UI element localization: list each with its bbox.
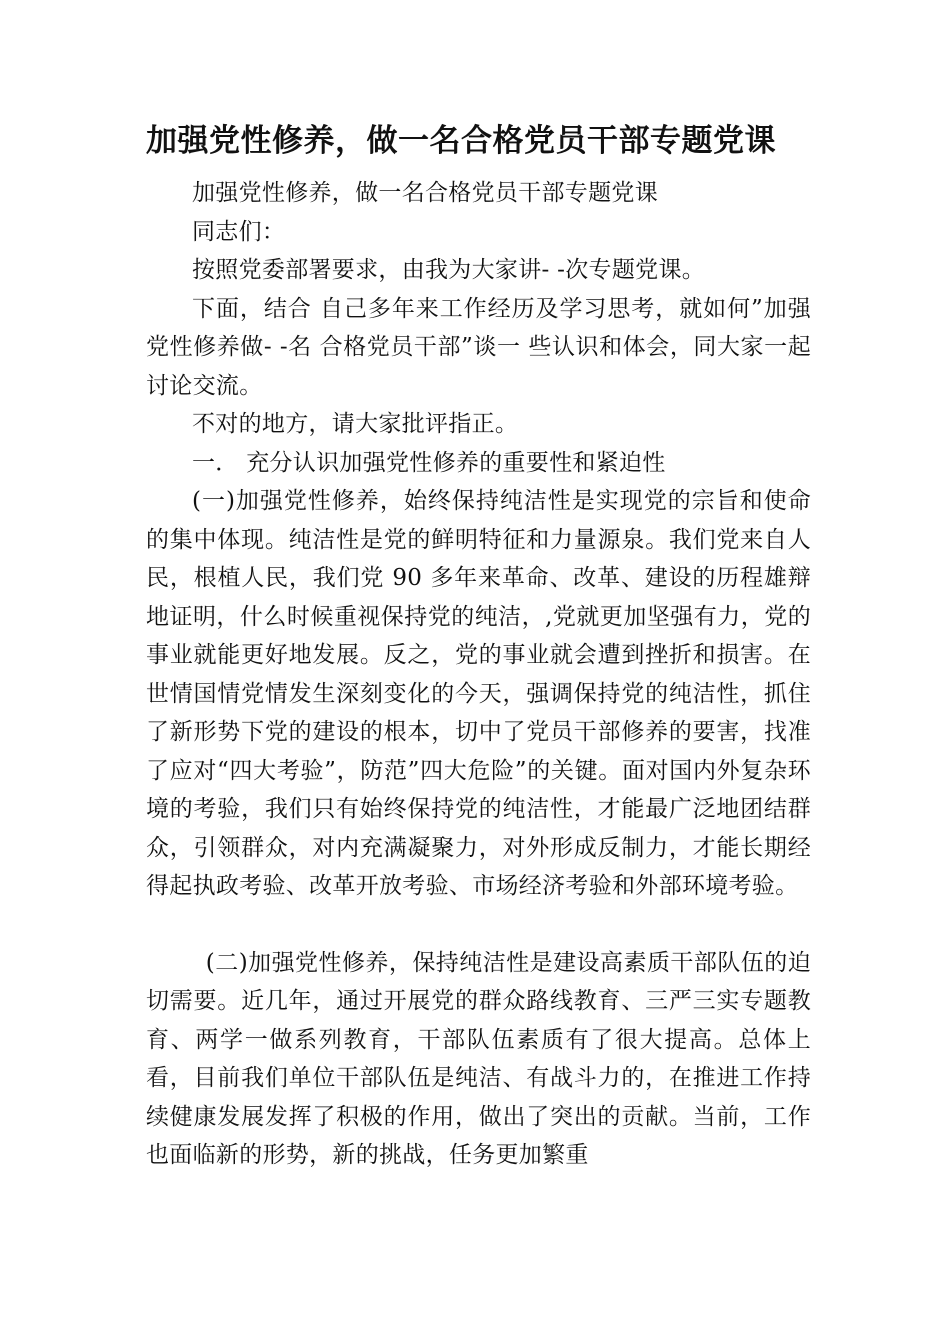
document-title: 加强党性修养，做一名合格党员干部专题党课 xyxy=(146,123,776,159)
paragraph-salutation: 同志们： xyxy=(192,218,286,245)
paragraph-subtitle: 加强党性修养，做一名合格党员干部专题党课 xyxy=(192,180,658,206)
paragraph-topic: 下面，结合 自己多年来工作经历及学习思考，就如何”加强党性修养做- -名 合格党员干部”谈一 些认识和体会，同大家一起讨论交流。 xyxy=(146,295,811,399)
paragraph-intro: 按照党委部署要求，由我为大家讲- -次专题党课。 xyxy=(192,257,706,283)
paragraph-request: 不对的地方，请大家批评指正。 xyxy=(192,411,519,437)
section-heading-1: 一． 充分认识加强党性修养的重要性和紧迫性 xyxy=(192,449,666,476)
document-body xyxy=(146,174,811,1175)
paragraph-section-1-2: (二)加强党性修养，保持纯洁性是建设高素质干部队伍的迫切需要。近几年，通过开展党的群众路线教育、三严三实专题教育、两学一做系列教育，干部队伍素质有了很大提高。总体上看，目前我们单位干部队伍是纯洁、有战斗力的，在推进工作持续健康发展发挥了积极的作用，做出了突出的贡献。当前，工作也面临新的形势，新的挑战，任务更加繁重 xyxy=(146,949,811,1168)
paragraph-spacer xyxy=(146,906,811,944)
paragraph-section-1-1: (一)加强党性修养，始终保持纯洁性是实现党的宗旨和使命的集中体现。纯洁性是党的鲜明特征和力量源泉。我们党来自人民，根植人民，我们党 90 多年来革命、改革、建设的历程雄辩地证明，什么时候重视保持党的纯洁，,党就更加坚强有力，党的事业就能更好地发展。反之，党的事业就会遭到挫折和损害。在世情国情党情发生深刻变化的今天，强调保持党的纯洁性，抓住了新形势下党的建设的根本，切中了党员干部修养的要害，找准了应对“四大考验”，防范”四大危险”的关键。面对国内外复杂环境的考验，我们只有始终保持党的纯洁性，才能最广泛地团结群众，引领群众，对内充满凝聚力，对外形成反制力，才能长期经得起执政考验、改革开放考验、市场经济考验和外部环境考验。 xyxy=(146,488,811,899)
